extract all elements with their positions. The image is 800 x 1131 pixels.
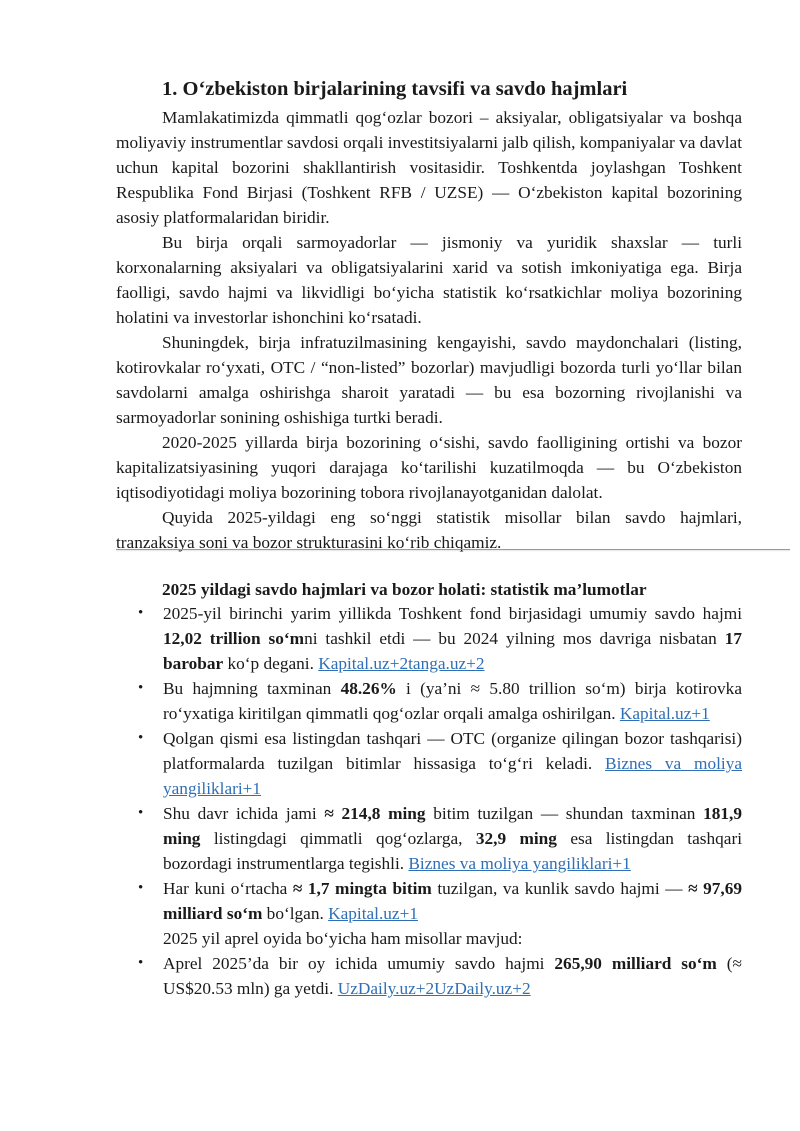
item-text: esa listingdan tashqari bozordagi instrumentlarga tegishli.: [163, 829, 742, 873]
paragraph: Shuningdek, birja infratuzilmasining kengayishi, savdo maydonchalari (listing, kotirovkalar ro‘yxati, OTC / “non-listed” bozorlar) mavjudligi bozorda turli yo‘llar bilan savdolarni amalga oshirishga sharoit yaratadi — bu esa bozorning rivojlanishi va sarmoyadorlar sonining oshishiga turtki beradi.: [116, 333, 742, 427]
item-text: Qolgan qismi esa listingdan tashqari — OTC (organize qilingan bozor tashqarisi) platformalarda tuzilgan bitimlar hissasiga to‘g‘ri keladi.: [163, 729, 742, 773]
item-text: bo‘lgan.: [262, 904, 329, 923]
source-link[interactable]: Kapital.uz+1: [619, 704, 710, 723]
list-item: [116, 676, 742, 726]
item-text: 2025-yil birinchi yarim yillikda Toshkent fond birjasidagi umumiy savdo hajmi: [163, 604, 742, 623]
section-divider: [116, 549, 790, 550]
list-note: 2025 yil aprel oyida bo‘yicha ham misollar mavjud:: [163, 929, 523, 948]
paragraph: 2020-2025 yillarda birja bozorining o‘sishi, savdo faolligining ortishi va bozor kapitalizatsiyasining yuqori darajaga ko‘tarilishi kuzatilmoqda — bu O‘zbekiston iqtisodiyotidagi moliya bozorining tobora rivojlanayotganidan dalolat.: [116, 433, 742, 502]
item-text: tuzilgan, va kunlik savdo hajmi —: [431, 879, 689, 898]
bullet-icon: •: [138, 680, 144, 696]
list-item: [116, 876, 742, 926]
item-text: Bu hajmning taxminan: [163, 679, 341, 698]
item-text: (≈ US$20.53 mln) ga yetdi.: [163, 954, 742, 998]
list-item: [116, 601, 742, 676]
item-text: Har kuni o‘rtacha: [163, 879, 293, 898]
source-link[interactable]: Biznes va moliya yangiliklari+1: [163, 754, 743, 798]
bullet-icon: •: [138, 730, 144, 746]
item-text: Shu davr ichida jami: [163, 804, 325, 823]
list-item: [116, 951, 742, 1001]
item-bold: ≈ 97,69 milliard so‘m: [163, 879, 742, 923]
paragraph: Quyida 2025-yildagi eng so‘nggi statistik misollar bilan savdo hajmlari, tranzaksiya soni va bozor strukturasini ko‘rib chiqamiz.: [116, 508, 742, 552]
item-bold: 12,02 trillion so‘m: [163, 629, 305, 648]
item-bold: ≈ 214,8 ming: [324, 804, 426, 823]
paragraph: Bu birja orqali sarmoyadorlar — jismoniy va yuridik shaxslar — turli korxonalarning aksiyalari va obligatsiyalarini xarid va sotish imkoniyatiga ega. Birja faolligi, savdo hajmi va likvidligi bo‘yicha statistik ko‘rsatkichlar moliya bozorining holatini va investorlar ishonchini ko‘rsatadi.: [116, 233, 742, 327]
bullet-icon: •: [138, 955, 144, 971]
item-bold: 17 barobar: [163, 629, 742, 673]
stats-heading: 2025 yildagi savdo hajmlari va bozor holati: statistik ma’lumotlar: [162, 580, 647, 599]
stats-list: [116, 601, 742, 1001]
list-item: [116, 801, 742, 876]
source-link[interactable]: UzDaily.uz+2UzDaily.uz+2: [337, 979, 531, 998]
section-title: 1. O‘zbekiston birjalarining tavsifi va savdo hajmlari: [162, 78, 628, 100]
source-link[interactable]: Kapital.uz+2tanga.uz+2: [318, 654, 485, 673]
item-bold: ≈ 1,7 mingta bitim: [292, 879, 432, 898]
bullet-icon: •: [138, 805, 144, 821]
item-bold: 32,9 ming: [475, 829, 557, 848]
item-text: i (ya’ni ≈ 5.80 trillion so‘m) birja kotirovka ro‘yxatiga kiritilgan qimmatli qog‘ozlar orqali amalga oshirilgan.: [163, 679, 742, 723]
item-bold: 48.26%: [340, 679, 397, 698]
item-text: bitim tuzilgan — shundan taxminan: [425, 804, 704, 823]
item-bold: 265,90 milliard so‘m: [554, 954, 717, 973]
item-text: ko‘p degani.: [223, 654, 319, 673]
item-text: listingdagi qimmatli qog‘ozlarga,: [200, 829, 476, 848]
item-text: Aprel 2025’da bir oy ichida umumiy savdo hajmi: [163, 954, 555, 973]
item-text: ni tashkil etdi — bu 2024 yilning mos davriga nisbatan: [304, 629, 725, 648]
source-link[interactable]: Biznes va moliya yangiliklari+1: [408, 854, 631, 873]
source-link[interactable]: Kapital.uz+1: [328, 904, 418, 923]
list-item: [116, 726, 742, 801]
bullet-icon: •: [138, 880, 144, 896]
intro-body: [116, 105, 742, 555]
item-bold: 181,9 ming: [163, 804, 742, 848]
bullet-icon: •: [138, 605, 144, 621]
paragraph: Mamlakatimizda qimmatli qog‘ozlar bozori – aksiyalar, obligatsiyalar va boshqa moliyaviy instrumentlar savdosi orqali investitsiyalarni jalb qilish, kompaniyalar va davlat uchun kapital bozorini shakllantirish vositasidir. Toshkentda joylashgan Toshkent Respublika Fond Birjasi (Toshkent RFB / UZSE) — O‘zbekiston kapital bozorining asosiy platformalaridan biridir.: [116, 108, 742, 227]
